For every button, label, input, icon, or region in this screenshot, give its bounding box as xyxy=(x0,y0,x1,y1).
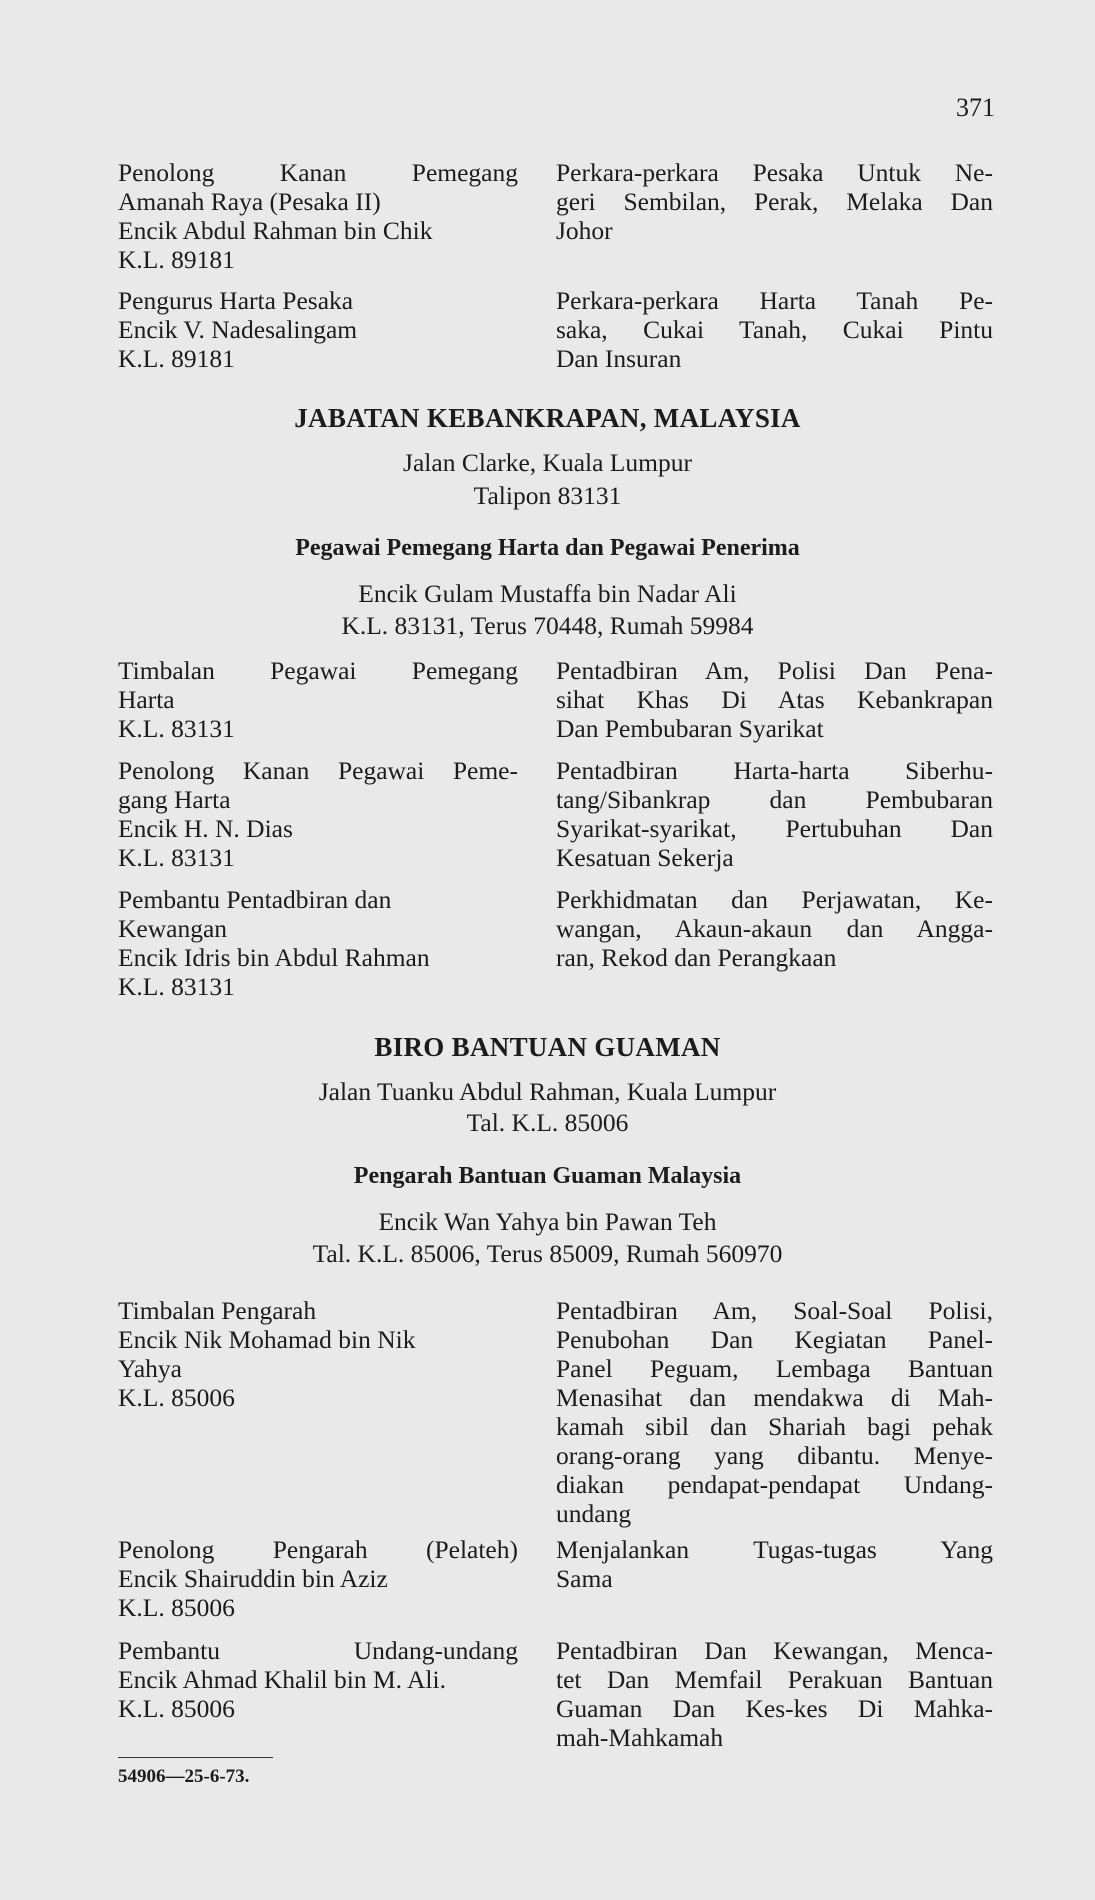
entry-person: Penolong Pengarah (Pelateh) Encik Shairuddin bin Aziz K.L. 85006 xyxy=(118,1535,518,1622)
footnote-divider xyxy=(118,1757,273,1758)
entry-duties: Menjalankan Tugas-tugas Yang Sama xyxy=(556,1535,993,1593)
entry-duties: Pentadbiran Am, Polisi Dan Pena- sihat Khas Di Atas Kebankrapan Dan Pembubaran Syarikat xyxy=(556,656,993,743)
entry-person: Timbalan Pegawai Pemegang Harta K.L. 83131 xyxy=(118,656,518,743)
page-number: 371 xyxy=(956,93,995,122)
entry-duties: Perkara-perkara Harta Tanah Pe- saka, Cukai Tanah, Cukai Pintu Dan Insuran xyxy=(556,286,993,373)
entry-duties: Perkara-perkara Pesaka Untuk Ne- geri Sembilan, Perak, Melaka Dan Johor xyxy=(556,158,993,245)
entry-duties: Pentadbiran Dan Kewangan, Menca- tet Dan Memfail Perakuan Bantuan Guaman Dan Kes-kes Di Mahka- mah-Mahkamah xyxy=(556,1636,993,1752)
entry-person: Pembantu Pentadbiran dan Kewangan Encik Idris bin Abdul Rahman K.L. 83131 xyxy=(118,885,430,1001)
section-phone: Talipon 83131 xyxy=(473,481,622,510)
entry-person: Timbalan Pengarah Encik Nik Mohamad bin Nik Yahya K.L. 85006 xyxy=(118,1296,416,1412)
entry-duties: Perkhidmatan dan Perjawatan, Ke- wangan, Akaun-akaun dan Angga- ran, Rekod dan Perangkaan xyxy=(556,885,993,972)
officer-phone: Tal. K.L. 85006, Terus 85009, Rumah 560970 xyxy=(312,1239,783,1268)
print-code: 54906—25-6-73. xyxy=(118,1766,250,1787)
entry-person: Penolong Kanan Pegawai Peme- gang Harta Encik H. N. Dias K.L. 83131 xyxy=(118,756,518,872)
section-title: JABATAN KEBANKRAPAN, MALAYSIA xyxy=(294,403,801,433)
entry-person: Penolong Kanan Pemegang Amanah Raya (Pesaka II) Encik Abdul Rahman bin Chik K.L. 89181 xyxy=(118,158,518,274)
section-title: BIRO BANTUAN GUAMAN xyxy=(374,1032,721,1062)
officer-name: Encik Gulam Mustaffa bin Nadar Ali xyxy=(358,579,737,608)
entry-person: Pembantu Undang-undang Encik Ahmad Khalil bin M. Ali. K.L. 85006 xyxy=(118,1636,518,1723)
entry-duties: Pentadbiran Harta-harta Siberhu- tang/Sibankrap dan Pembubaran Syarikat-syarikat, Pertubuhan Dan Kesatuan Sekerja xyxy=(556,756,993,872)
entry-duties: Pentadbiran Am, Soal-Soal Polisi, Penubohan Dan Kegiatan Panel- Panel Peguam, Lembaga Bantuan Menasihat dan mendakwa di Mah- kamah sibil dan Shariah bagi pehak orang-orang yang dibantu. Menye- diakan pendapat-pendapat Undang- undang xyxy=(556,1296,993,1528)
officer-name: Encik Wan Yahya bin Pawan Teh xyxy=(378,1207,717,1236)
officer-title: Pegawai Pemegang Harta dan Pegawai Penerima xyxy=(295,535,800,561)
section-phone: Tal. K.L. 85006 xyxy=(466,1108,629,1137)
officer-title: Pengarah Bantuan Guaman Malaysia xyxy=(353,1163,742,1189)
entry-person: Pengurus Harta Pesaka Encik V. Nadesalingam K.L. 89181 xyxy=(118,286,358,373)
officer-phone: K.L. 83131, Terus 70448, Rumah 59984 xyxy=(341,611,754,640)
section-address: Jalan Clarke, Kuala Lumpur xyxy=(403,448,692,477)
section-address: Jalan Tuanku Abdul Rahman, Kuala Lumpur xyxy=(318,1077,777,1106)
